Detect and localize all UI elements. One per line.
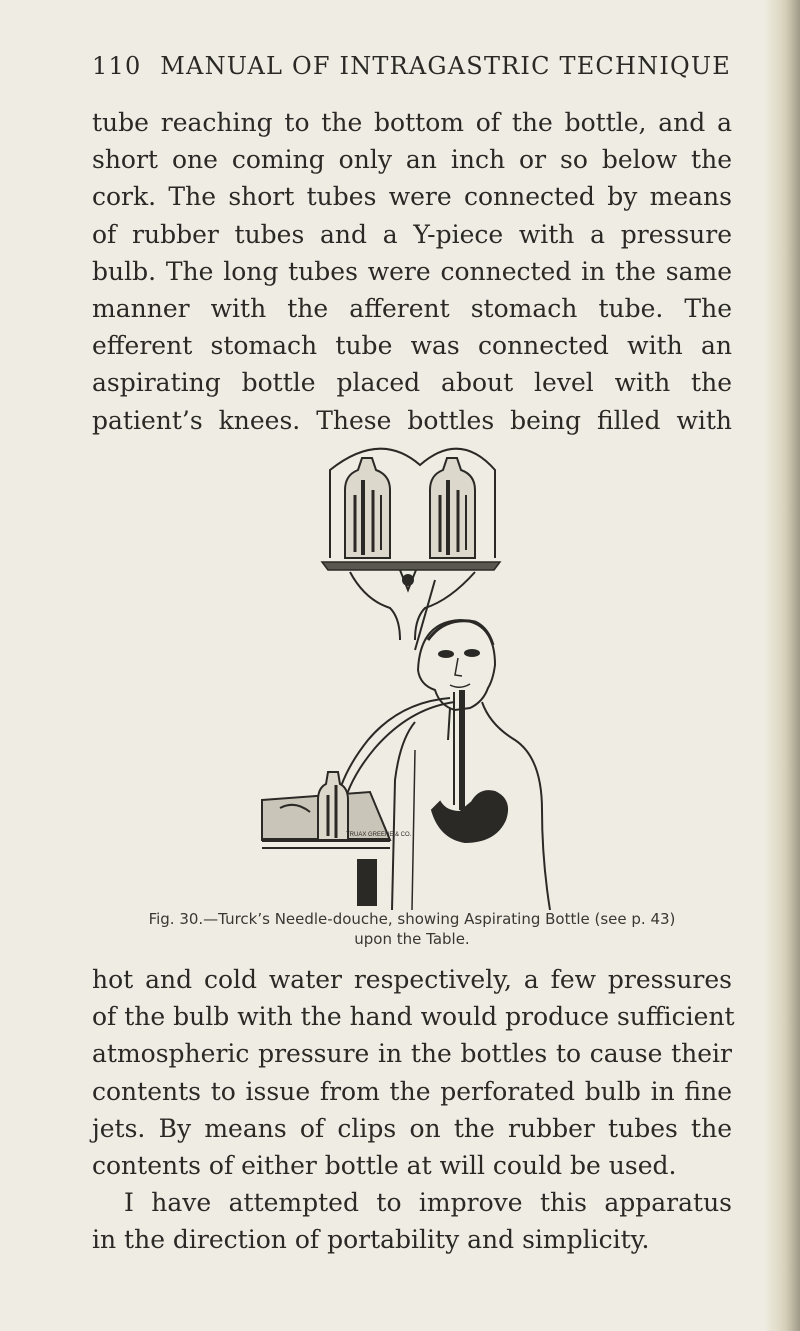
text-line: of the bulb with the hand would produce sufficient	[92, 1002, 735, 1032]
running-title: MANUAL OF INTRAGASTRIC TECHNIQUE	[160, 52, 732, 80]
page-edge-shadow	[774, 0, 800, 1331]
stomach	[432, 791, 507, 842]
text-line: patient’s knees. These bottles being filled with	[92, 405, 732, 435]
text-line: manner with the afferent stomach tube. The	[92, 294, 732, 324]
text-line: jets. By means of clips on the rubber tubes the	[92, 1113, 732, 1143]
patient-neck	[448, 708, 450, 740]
text-line: atmospheric pressure in the bottles to cause their	[92, 1039, 732, 1069]
bottle-shelf	[322, 562, 500, 570]
caption-line: upon the Table.	[354, 930, 470, 948]
table-label: TRUAX GREENE & CO.	[346, 832, 412, 838]
paragraph-top	[92, 104, 732, 439]
text-line: tube reaching to the bottom of the bottle, and a	[92, 108, 732, 137]
patient-head	[418, 620, 495, 710]
text-line: I have attempted to improve this apparatus	[124, 1188, 732, 1218]
figure-caption	[92, 909, 732, 949]
text-line: of rubber tubes and a Y-piece with a pressure	[92, 219, 732, 249]
figure-illustration	[250, 440, 570, 910]
right-bottle	[430, 458, 475, 558]
text-line: aspirating bottle placed about level with the	[92, 368, 732, 398]
page-number: 110	[92, 52, 142, 80]
text-line: cork. The short tubes were connected by means	[92, 182, 732, 212]
text-line: in the direction of portability and simplicity.	[92, 1225, 650, 1255]
tube-left	[350, 572, 400, 640]
page-edge-gradient	[764, 0, 774, 1331]
text-line: contents to issue from the perforated bulb in fine	[92, 1076, 732, 1106]
text-line: hot and cold water respectively, a few pressures	[92, 965, 732, 994]
text-line: bulb. The long tubes were connected in the same	[92, 256, 732, 286]
text-line: efferent stomach tube was connected with an	[92, 331, 732, 361]
caption-line: Fig. 30.—Turck’s Needle-douche, showing Aspirating Bottle (see p. 43)	[148, 910, 676, 928]
paragraph-bottom	[92, 961, 735, 1259]
left-bottle	[345, 458, 390, 558]
text-line: contents of either bottle at will could be used.	[92, 1151, 677, 1181]
running-header	[92, 52, 732, 80]
patient-arm	[392, 722, 415, 910]
text-line: short one coming only an inch or so below the	[92, 145, 732, 175]
